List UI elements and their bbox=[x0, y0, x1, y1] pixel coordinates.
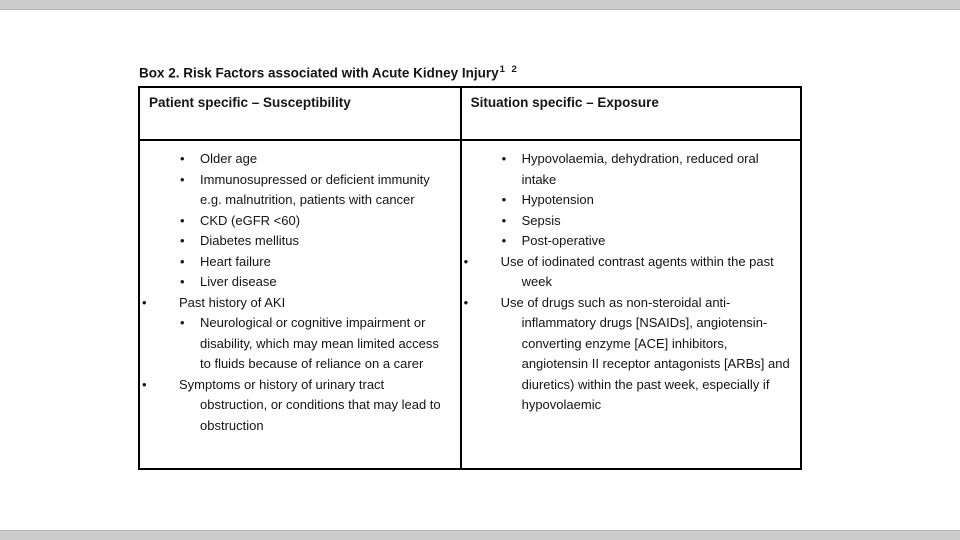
risk-item bbox=[462, 190, 792, 211]
risk-item-text: Use of drugs such as non-steroidal anti-inflammatory drugs [NSAIDs], angiotensin-converting enzyme [ACE] inhibitors, angiotensin II receptor antagonists [ARBs] and diuretics) within the past week, especially if hypovolaemic bbox=[500, 294, 790, 412]
situation-specific-cell bbox=[461, 140, 801, 469]
risk-factors-table bbox=[138, 86, 802, 470]
box-title-text: Box 2. Risk Factors associated with Acute Kidney Injury bbox=[139, 65, 499, 81]
table-body-row bbox=[139, 140, 801, 469]
risk-item: • Use of iodinated contrast agents within the past week bbox=[463, 253, 774, 289]
bullet-icon: • bbox=[180, 274, 185, 289]
risk-item-text: Hypovolaemia, dehydration, reduced oral intake bbox=[521, 151, 759, 187]
risk-item bbox=[140, 211, 452, 232]
risk-item bbox=[140, 149, 452, 170]
bullet-icon: • bbox=[180, 315, 185, 330]
risk-item-text: Post-operative bbox=[521, 233, 606, 248]
bottom-page-edge bbox=[0, 530, 960, 540]
situation-specific-list bbox=[462, 149, 792, 416]
risk-item-text: Heart failure bbox=[200, 253, 271, 269]
patient-specific-list bbox=[140, 149, 452, 436]
risk-item-text: Older age bbox=[200, 151, 258, 166]
risk-item: • Past history of AKI bbox=[142, 294, 286, 310]
risk-item bbox=[140, 252, 452, 273]
bullet-icon: • bbox=[180, 212, 185, 228]
risk-item-text: Liver disease bbox=[200, 274, 277, 289]
box-title bbox=[139, 64, 519, 81]
risk-item-text: Neurological or cognitive impairment or disability, which may mean limited access to fluids because of reliance on a carer bbox=[200, 315, 439, 371]
risk-item bbox=[140, 231, 452, 252]
risk-item bbox=[140, 272, 452, 293]
risk-item-text: Symptoms or history of urinary tract obstruction, or conditions that may lead to obstruction bbox=[179, 376, 441, 433]
bullet-icon: • bbox=[501, 151, 507, 166]
box-title-superscript: 1 2 bbox=[499, 64, 519, 75]
risk-item-text: Sepsis bbox=[521, 212, 561, 228]
risk-item-text: Use of iodinated contrast agents within the past week bbox=[500, 253, 774, 289]
risk-item bbox=[462, 211, 792, 232]
bullet-icon: • bbox=[180, 151, 185, 166]
table-header-row bbox=[139, 87, 801, 140]
risk-item bbox=[462, 231, 792, 252]
risk-item-text: Diabetes mellitus bbox=[200, 233, 299, 248]
risk-item-text: Hypotension bbox=[521, 192, 594, 207]
bullet-icon: • bbox=[180, 171, 185, 187]
bullet-icon: • bbox=[180, 253, 185, 269]
patient-specific-cell bbox=[139, 140, 461, 469]
risk-item-text: CKD (eGFR <60) bbox=[200, 212, 301, 228]
risk-item bbox=[140, 170, 452, 211]
column-header-patient-specific: Patient specific – Susceptibility bbox=[139, 87, 461, 140]
bullet-icon: • bbox=[501, 233, 507, 248]
risk-item bbox=[462, 149, 792, 190]
top-page-edge bbox=[0, 0, 960, 10]
risk-item bbox=[140, 313, 452, 375]
bullet-icon: • bbox=[180, 233, 185, 248]
bullet-icon: • bbox=[501, 192, 507, 207]
risk-item: • Use of drugs such as non-steroidal anti-inflammatory drugs [NSAIDs], angiotensin-converting enzyme [ACE] inhibitors, angiotensin II receptor antagonists [ARBs] and diuretics) within the past week, especially if hypovolaemic bbox=[463, 294, 790, 412]
risk-item-text: Immunosupressed or deficient immunity e.g. malnutrition, patients with cancer bbox=[200, 171, 430, 207]
risk-item-text: Past history of AKI bbox=[179, 294, 286, 310]
bullet-icon: • bbox=[501, 212, 507, 228]
column-header-situation-specific: Situation specific – Exposure bbox=[461, 87, 801, 140]
risk-item: • Symptoms or history of urinary tract obstruction, or conditions that may lead to obstruction bbox=[142, 376, 441, 433]
